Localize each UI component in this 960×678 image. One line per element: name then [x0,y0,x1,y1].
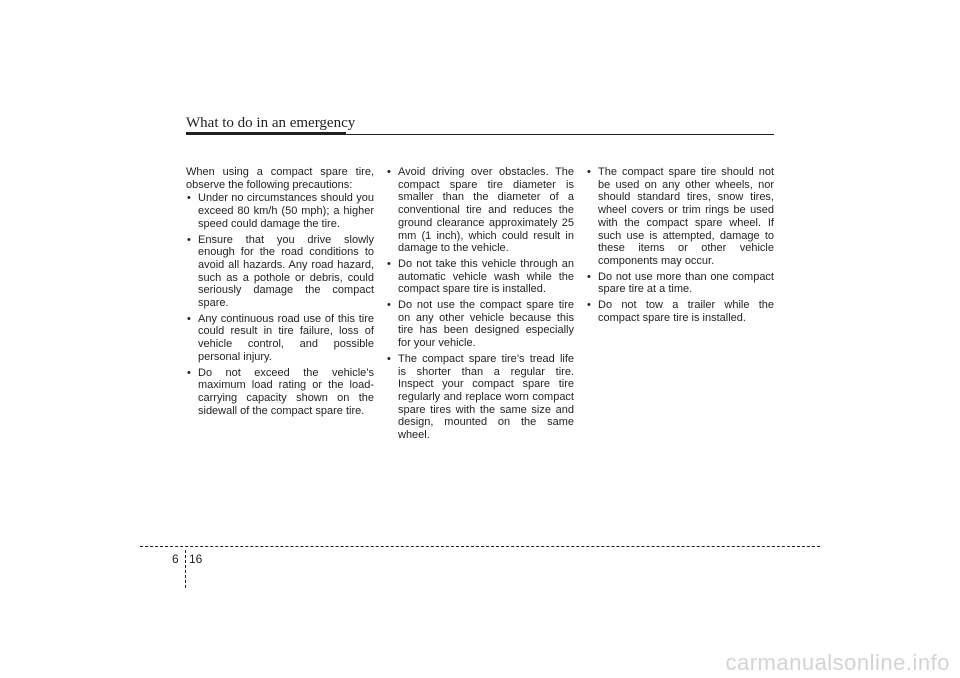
list-item [586,299,774,324]
list-item-text: Under no circumstances should you exceed 80 km/h (50 mph); a higher speed could damage the tire. [198,192,374,230]
bullet-icon: • [387,257,391,270]
list-item-text: The compact spare tire should not be used on any other wheels, nor should standard tires, snow tires, wheel covers or trim rings be used with the compact spare wheel. If such use is attempted, damage to these items or other vehicle components may occur. [598,166,774,267]
bullet-icon: • [587,270,591,283]
list-item [186,234,374,310]
bullet-icon: • [187,312,191,325]
precaution-list [586,166,774,324]
intro-paragraph: When using a compact spare tire, observe the following precautions: [186,166,374,191]
bullet-icon: • [187,233,191,246]
header-rule [186,134,774,135]
list-item-text: The compact spare tire’s tread life is shorter than a regular tire. Inspect your compact spare tire regularly and replace worn compact spare tires with the same size and design, mounted on the same wheel. [398,352,574,442]
list-item [586,166,774,268]
bullet-icon: • [387,299,391,312]
list-item-text: Do not take this vehicle through an automatic vehicle wash while the compact spare tire is installed. [398,257,574,296]
list-item-text: Do not tow a trailer while the compact spare tire is installed. [598,299,774,324]
list-item-text: Ensure that you drive slowly enough for the road conditions to avoid all hazards. Any road hazard, such as a pothole or debris, could seriously damage the compact spare. [198,233,374,310]
precaution-list [186,192,374,417]
page-number: 16 [189,552,203,566]
footer-page-separator [185,550,186,588]
watermark: carmanualsonline.info [725,650,950,675]
bullet-icon: • [187,366,191,379]
list-item-text: Do not exceed the vehicle’s maximum load rating or the load-carrying capacity shown on the sidewall of the compact spare tire. [198,366,374,417]
list-item [186,367,374,418]
list-item [386,299,574,350]
list-item-text: Avoid driving over obstacles. The compact spare tire diameter is smaller than the diameter of a conventional tire and reduces the ground clearance approximately 25 mm (1 inch), which could result in damage to the vehicle. [398,166,574,255]
list-item-text: Do not use more than one compact spare tire at a time. [598,270,774,296]
list-item [186,313,374,364]
list-item [586,271,774,296]
precaution-list [386,166,574,442]
footer-divider [140,546,820,547]
text-column-3 [586,166,774,327]
chapter-number: 6 [172,552,179,566]
list-item [386,166,574,255]
bullet-icon: • [587,166,591,178]
bullet-icon: • [387,352,391,365]
list-item [186,192,374,230]
text-column-2 [386,166,574,445]
list-item-text: Any continuous road use of this tire could result in tire failure, loss of vehicle control, and possible personal injury. [198,312,374,363]
header-title: What to do in an emergency [186,115,356,131]
text-column-1 [186,166,374,420]
bullet-icon: • [387,166,391,178]
bullet-icon: • [187,192,191,205]
list-item [386,258,574,296]
list-item-text: Do not use the compact spare tire on any other vehicle because this tire has been designed especially for your vehicle. [398,299,574,350]
list-item [386,353,574,442]
bullet-icon: • [587,299,591,312]
